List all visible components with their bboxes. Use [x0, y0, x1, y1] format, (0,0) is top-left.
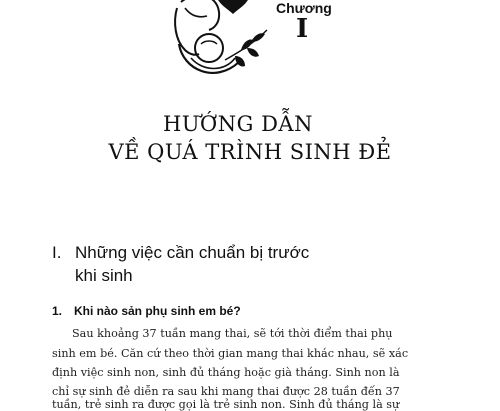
chapter-title-line-2: VỀ QUÁ TRÌNH SINH ĐẺ	[108, 140, 392, 164]
body-text-line: chỉ sự sinh đẻ diễn ra sau khi mang thai được 28 tuần đến 37	[52, 385, 400, 398]
chapter-number: I	[296, 14, 309, 44]
body-text-line: Sau khoảng 37 tuần mang thai, sẽ tới thời điểm thai phụ	[72, 327, 393, 340]
question-number: 1.	[52, 304, 63, 318]
chapter-title-line-1: HƯỚNG DẪN	[163, 112, 313, 136]
body-text-line: tuần, trẻ sinh ra được gọi là trẻ sinh non. Sinh đủ tháng là sự	[52, 398, 400, 411]
mother-and-baby-illustration-icon	[155, 0, 275, 98]
chapter-label: Chương	[276, 0, 332, 16]
section-number: I.	[52, 243, 62, 262]
body-text-line: định việc sinh non, sinh đủ tháng hoặc già tháng. Sinh non là	[52, 366, 400, 379]
section-title-line-2: khi sinh	[75, 266, 133, 285]
question-heading: Khi nào sản phụ sinh em bé?	[74, 304, 241, 318]
body-text-line: sinh em bé. Căn cứ theo thời gian mang thai khác nhau, sẽ xác	[52, 347, 409, 360]
section-title-line-1: Những việc cần chuẩn bị trước	[75, 243, 310, 262]
